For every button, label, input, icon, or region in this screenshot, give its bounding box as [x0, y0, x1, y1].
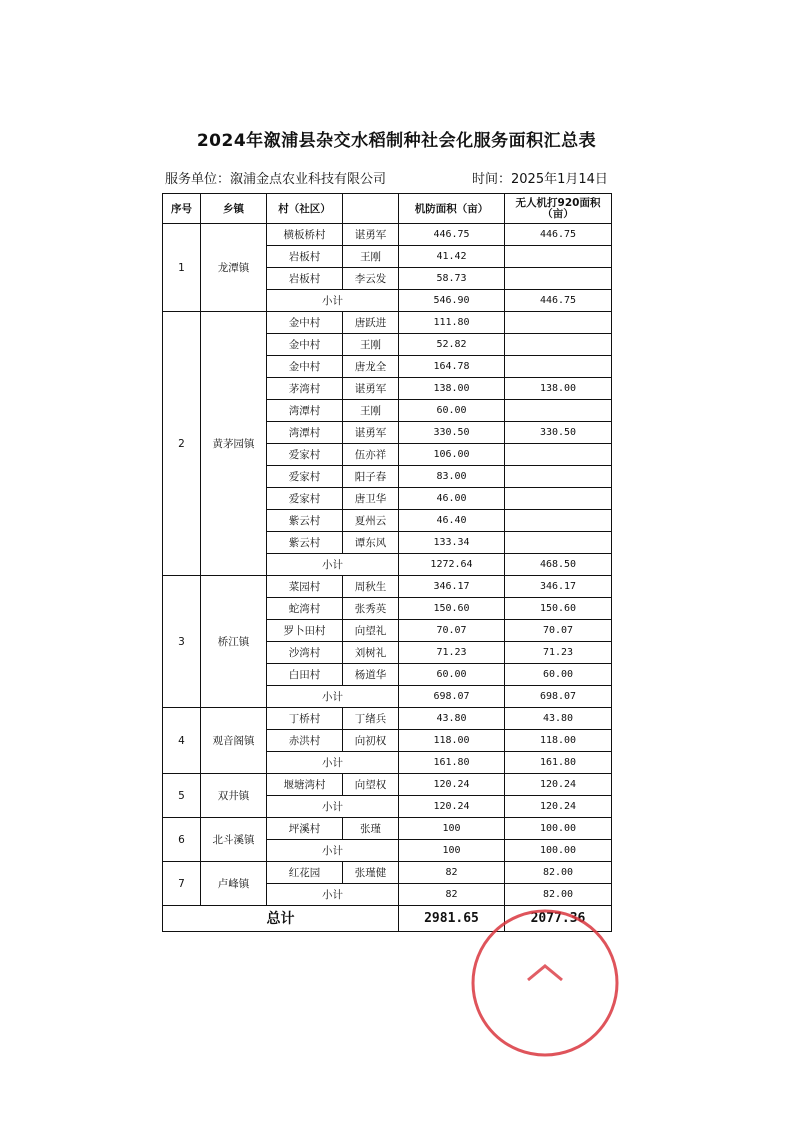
drone-cell: [505, 532, 612, 554]
area-cell: 46.00: [399, 488, 505, 510]
person-cell: 谌勇军: [343, 224, 399, 246]
service-unit: 服务单位：溆浦金点农业科技有限公司: [165, 172, 387, 187]
person-cell: 唐卫华: [343, 488, 399, 510]
person-cell: 王刚: [343, 334, 399, 356]
area-cell: 446.75: [399, 224, 505, 246]
document-date: 时间：2025年1月14日: [472, 172, 608, 187]
area-cell: 71.23: [399, 642, 505, 664]
subtotal-label: 小计: [267, 686, 399, 708]
area-cell: 111.80: [399, 312, 505, 334]
drone-cell: 71.23: [505, 642, 612, 664]
village-cell: 爱家村: [267, 466, 343, 488]
village-cell: 白田村: [267, 664, 343, 686]
subtotal-area: 1272.64: [399, 554, 505, 576]
drone-cell: [505, 334, 612, 356]
drone-cell: 118.00: [505, 730, 612, 752]
drone-cell: [505, 268, 612, 290]
subtotal-drone: 161.80: [505, 752, 612, 774]
village-cell: 岩板村: [267, 246, 343, 268]
drone-cell: [505, 400, 612, 422]
village-cell: 红花园: [267, 862, 343, 884]
person-cell: 唐龙全: [343, 356, 399, 378]
header-seq: 序号: [163, 194, 201, 224]
area-cell: 60.00: [399, 664, 505, 686]
drone-cell: [505, 246, 612, 268]
area-cell: 118.00: [399, 730, 505, 752]
header-drone: 无人机打920面积（亩）: [505, 194, 612, 224]
person-cell: 向望礼: [343, 620, 399, 642]
village-cell: 坪溪村: [267, 818, 343, 840]
person-cell: 谭东风: [343, 532, 399, 554]
village-cell: 蛇湾村: [267, 598, 343, 620]
seq-cell: 1: [163, 224, 201, 312]
village-cell: 横板桥村: [267, 224, 343, 246]
subtotal-area: 100: [399, 840, 505, 862]
area-cell: 41.42: [399, 246, 505, 268]
person-cell: 向望权: [343, 774, 399, 796]
village-cell: 菜园村: [267, 576, 343, 598]
area-cell: 83.00: [399, 466, 505, 488]
subtotal-area: 161.80: [399, 752, 505, 774]
seq-cell: 7: [163, 862, 201, 906]
village-cell: 茅湾村: [267, 378, 343, 400]
subtotal-drone: 120.24: [505, 796, 612, 818]
seq-cell: 5: [163, 774, 201, 818]
header-town: 乡镇: [201, 194, 267, 224]
person-cell: 伍亦祥: [343, 444, 399, 466]
person-cell: 丁绪兵: [343, 708, 399, 730]
total-drone: 2077.36: [505, 906, 612, 932]
town-cell: 观音阁镇: [201, 708, 267, 774]
village-cell: 紫云村: [267, 510, 343, 532]
drone-cell: [505, 488, 612, 510]
subtotal-area: 120.24: [399, 796, 505, 818]
person-cell: 杨道华: [343, 664, 399, 686]
subtotal-label: 小计: [267, 290, 399, 312]
person-cell: 周秋生: [343, 576, 399, 598]
town-cell: 卢峰镇: [201, 862, 267, 906]
seq-cell: 3: [163, 576, 201, 708]
village-cell: 金中村: [267, 334, 343, 356]
header-village: 村（社区）: [267, 194, 343, 224]
person-cell: 张瑾: [343, 818, 399, 840]
area-cell: 164.78: [399, 356, 505, 378]
subtotal-label: 小计: [267, 796, 399, 818]
subtotal-area: 82: [399, 884, 505, 906]
area-cell: 46.40: [399, 510, 505, 532]
total-label: 总计: [163, 906, 399, 932]
subtotal-drone: 100.00: [505, 840, 612, 862]
area-cell: 43.80: [399, 708, 505, 730]
person-cell: 阳子春: [343, 466, 399, 488]
area-cell: 70.07: [399, 620, 505, 642]
person-cell: 刘树礼: [343, 642, 399, 664]
table-row: [163, 708, 612, 730]
village-cell: 爱家村: [267, 488, 343, 510]
town-cell: 桥江镇: [201, 576, 267, 708]
subtotal-drone: 82.00: [505, 884, 612, 906]
area-cell: 330.50: [399, 422, 505, 444]
person-cell: 李云发: [343, 268, 399, 290]
drone-cell: 346.17: [505, 576, 612, 598]
village-cell: 爱家村: [267, 444, 343, 466]
village-cell: 湾潭村: [267, 400, 343, 422]
area-cell: 133.34: [399, 532, 505, 554]
person-cell: 夏州云: [343, 510, 399, 532]
town-cell: 龙潭镇: [201, 224, 267, 312]
area-cell: 100: [399, 818, 505, 840]
area-cell: 52.82: [399, 334, 505, 356]
seq-cell: 6: [163, 818, 201, 862]
drone-cell: [505, 444, 612, 466]
drone-cell: 60.00: [505, 664, 612, 686]
area-cell: 58.73: [399, 268, 505, 290]
table-header-row: [163, 194, 612, 224]
drone-cell: [505, 312, 612, 334]
drone-cell: [505, 356, 612, 378]
area-cell: 346.17: [399, 576, 505, 598]
subtotal-label: 小计: [267, 752, 399, 774]
subtotal-drone: 446.75: [505, 290, 612, 312]
person-cell: 王刚: [343, 246, 399, 268]
drone-cell: [505, 466, 612, 488]
drone-cell: 446.75: [505, 224, 612, 246]
subtotal-label: 小计: [267, 554, 399, 576]
drone-cell: [505, 510, 612, 532]
area-cell: 120.24: [399, 774, 505, 796]
person-cell: 王刚: [343, 400, 399, 422]
area-cell: 138.00: [399, 378, 505, 400]
town-cell: 黄茅园镇: [201, 312, 267, 576]
table-body: [163, 224, 612, 932]
drone-cell: 100.00: [505, 818, 612, 840]
area-cell: 60.00: [399, 400, 505, 422]
town-cell: 北斗溪镇: [201, 818, 267, 862]
person-cell: 向初权: [343, 730, 399, 752]
person-cell: 张瑾健: [343, 862, 399, 884]
drone-cell: 120.24: [505, 774, 612, 796]
town-cell: 双井镇: [201, 774, 267, 818]
drone-cell: 43.80: [505, 708, 612, 730]
village-cell: 岩板村: [267, 268, 343, 290]
table-row: [163, 224, 612, 246]
table-row: [163, 576, 612, 598]
table-row: [163, 862, 612, 884]
subtotal-drone: 698.07: [505, 686, 612, 708]
person-cell: 谌勇军: [343, 378, 399, 400]
total-row: [163, 906, 612, 932]
person-cell: 张秀英: [343, 598, 399, 620]
drone-cell: 82.00: [505, 862, 612, 884]
drone-cell: 138.00: [505, 378, 612, 400]
subtotal-label: 小计: [267, 840, 399, 862]
subtotal-area: 698.07: [399, 686, 505, 708]
header-area: 机防面积（亩）: [399, 194, 505, 224]
village-cell: 沙湾村: [267, 642, 343, 664]
village-cell: 堰塘湾村: [267, 774, 343, 796]
area-cell: 82: [399, 862, 505, 884]
seq-cell: 4: [163, 708, 201, 774]
person-cell: 唐跃进: [343, 312, 399, 334]
table-row: [163, 818, 612, 840]
subtotal-area: 546.90: [399, 290, 505, 312]
table-row: [163, 312, 612, 334]
village-cell: 紫云村: [267, 532, 343, 554]
table-row: [163, 774, 612, 796]
summary-table: [162, 193, 612, 932]
drone-cell: 150.60: [505, 598, 612, 620]
village-cell: 丁桥村: [267, 708, 343, 730]
subtotal-label: 小计: [267, 884, 399, 906]
subtotal-drone: 468.50: [505, 554, 612, 576]
drone-cell: 70.07: [505, 620, 612, 642]
village-cell: 湾潭村: [267, 422, 343, 444]
area-cell: 106.00: [399, 444, 505, 466]
village-cell: 金中村: [267, 356, 343, 378]
village-cell: 金中村: [267, 312, 343, 334]
area-cell: 150.60: [399, 598, 505, 620]
village-cell: 罗卜田村: [267, 620, 343, 642]
person-cell: 谌勇军: [343, 422, 399, 444]
header-person: [343, 194, 399, 224]
drone-cell: 330.50: [505, 422, 612, 444]
seq-cell: 2: [163, 312, 201, 576]
village-cell: 赤洪村: [267, 730, 343, 752]
page-title: 2024年溆浦县杂交水稻制种社会化服务面积汇总表: [196, 131, 597, 151]
total-area: 2981.65: [399, 906, 505, 932]
